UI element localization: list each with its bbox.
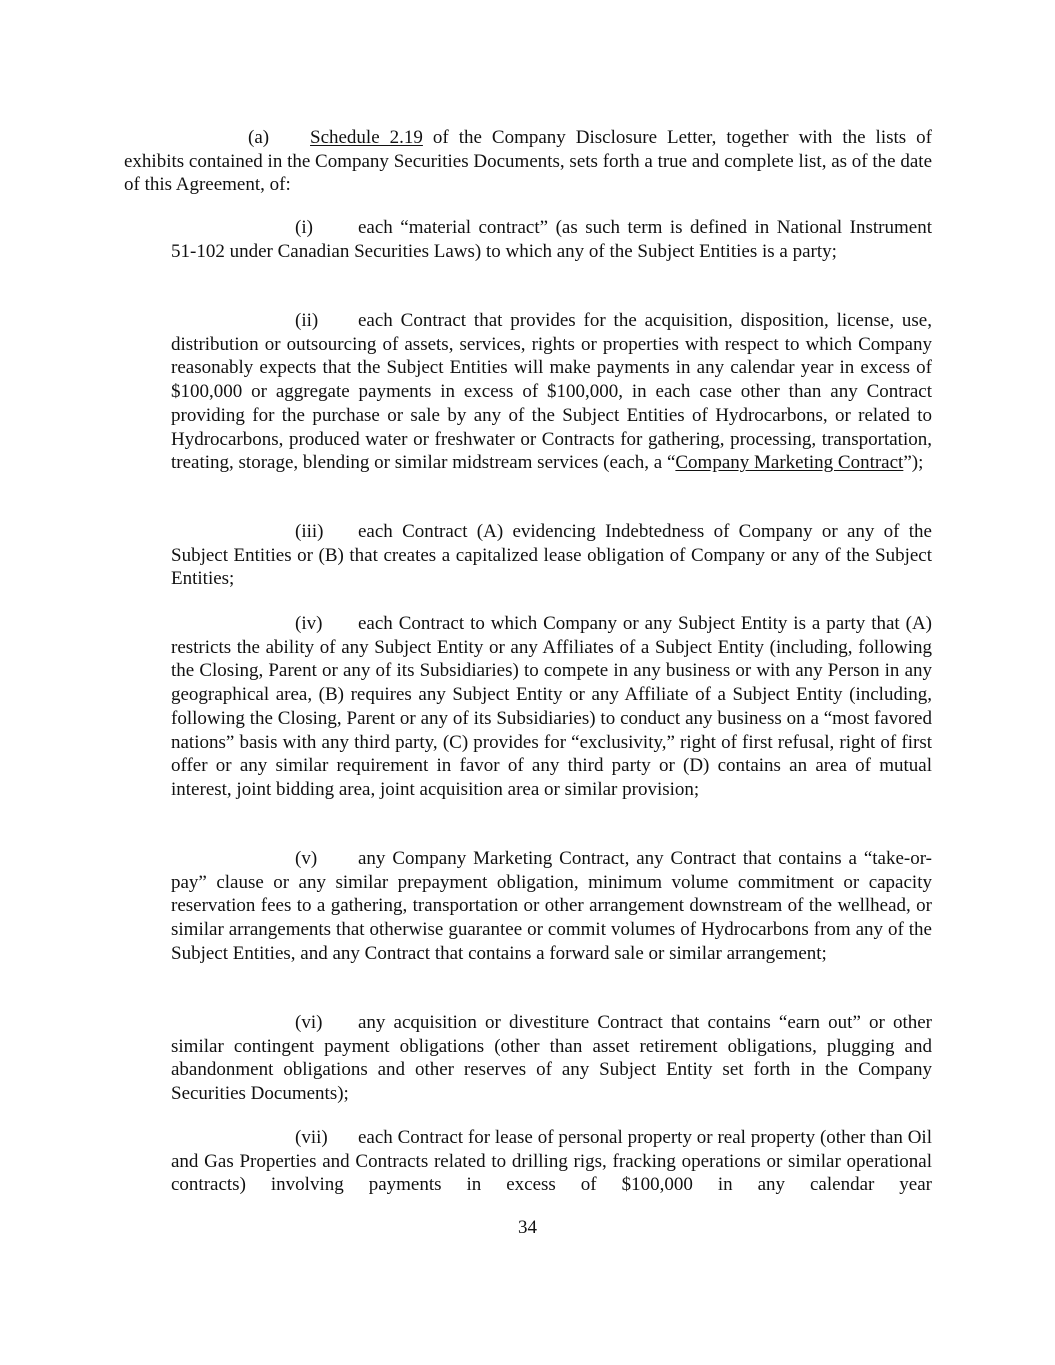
section-a-text: of the Company Disclosure Letter, together with the lists of exhibits contained in the Company Securities Documents, sets forth a true and complete list, as of the date of this Agreement, of: <box>124 127 932 196</box>
section-a-label: (a) <box>248 127 270 148</box>
item-text: each Contract for lease of personal property or real property (other than Oil and Gas Properties and Contracts related to drilling rigs, fracking operations or similar operational contracts) involving payments in excess of $100,000 in any calendar year <box>171 1127 932 1196</box>
section-a-paragraph <box>124 126 932 197</box>
page-number: 34 <box>518 1217 537 1238</box>
list-item-i <box>171 216 932 263</box>
item-text: each Contract that provides for the acquisition, disposition, license, use, distribution or outsourcing of assets, services, rights or properties with respect to which Company reasonably expects that the Subject Entities will make payments in any calendar year in excess of $100,000 or aggregate payments in excess of $100,000, in each case other than any Contract providing for the purchase or sale by any of the Subject Entities of Hydrocarbons, or related to Hydrocarbons, produced water or freshwater or Contracts for gathering, processing, transportation, treating, storage, blending or similar midstream services (each, a “ <box>171 310 932 474</box>
defined-term: Company Marketing Contract <box>675 452 904 474</box>
item-label: (vii) <box>295 1127 328 1148</box>
item-text: each “material contract” (as such term is defined in National Instrument 51-102 under Canadian Securities Laws) to which any of the Subject Entities is a party; <box>171 217 932 262</box>
item-text-end: ”); <box>903 452 924 474</box>
list-item-iii <box>171 520 932 591</box>
item-text: each Contract (A) evidencing Indebtedness of Company or any of the Subject Entities or (B) that creates a capitalized lease obligation of Company or any of the Subject Entities; <box>171 521 932 590</box>
item-label: (ii) <box>295 310 319 331</box>
list-item-ii <box>171 309 932 475</box>
item-text: any acquisition or divestiture Contract that contains “earn out” or other similar contingent payment obligations (other than asset retirement obligations, plugging and abandonment obligations and other reserves of any Subject Entity set forth in the Company Securities Documents); <box>171 1012 932 1105</box>
item-text: any Company Marketing Contract, any Contract that contains a “take-or-pay” clause or any similar prepayment obligation, minimum volume commitment or capacity reservation fees to a gathering, transportation or other arrangement downstream of the wellhead, or similar arrangements that otherwise guarantee or commit volumes of Hydrocarbons from any of the Subject Entities, and any Contract that contains a forward sale or similar arrangement; <box>171 848 932 964</box>
list-item-iv <box>171 612 932 802</box>
item-text: each Contract to which Company or any Subject Entity is a party that (A) restricts the ability of any Subject Entity or any Affiliates of a Subject Entity (including, following the Closing, Parent or any of its Subsidiaries) to compete in any business or with any Person in any geographical area, (B) requires any Subject Entity or any Affiliate of a Subject Entity (including, following the Closing, Parent or any of its Subsidiaries) to conduct any business on a “most favored nations” basis with any third party, (C) provides for “exclusivity,” right of first refusal, right of first offer or any similar requirement in favor of any third party or (D) contains an area of mutual interest, joint bidding area, joint acquisition area or similar provision; <box>171 613 932 800</box>
list-item-vii <box>171 1126 932 1197</box>
list-item-vi <box>171 1011 932 1106</box>
item-label: (vi) <box>295 1012 323 1033</box>
item-label: (i) <box>295 217 313 238</box>
schedule-reference-link: Schedule 2.19 <box>310 127 423 148</box>
item-label: (iv) <box>295 613 323 634</box>
list-item-v <box>171 847 932 966</box>
item-label: (iii) <box>295 521 324 542</box>
item-label: (v) <box>295 848 318 869</box>
